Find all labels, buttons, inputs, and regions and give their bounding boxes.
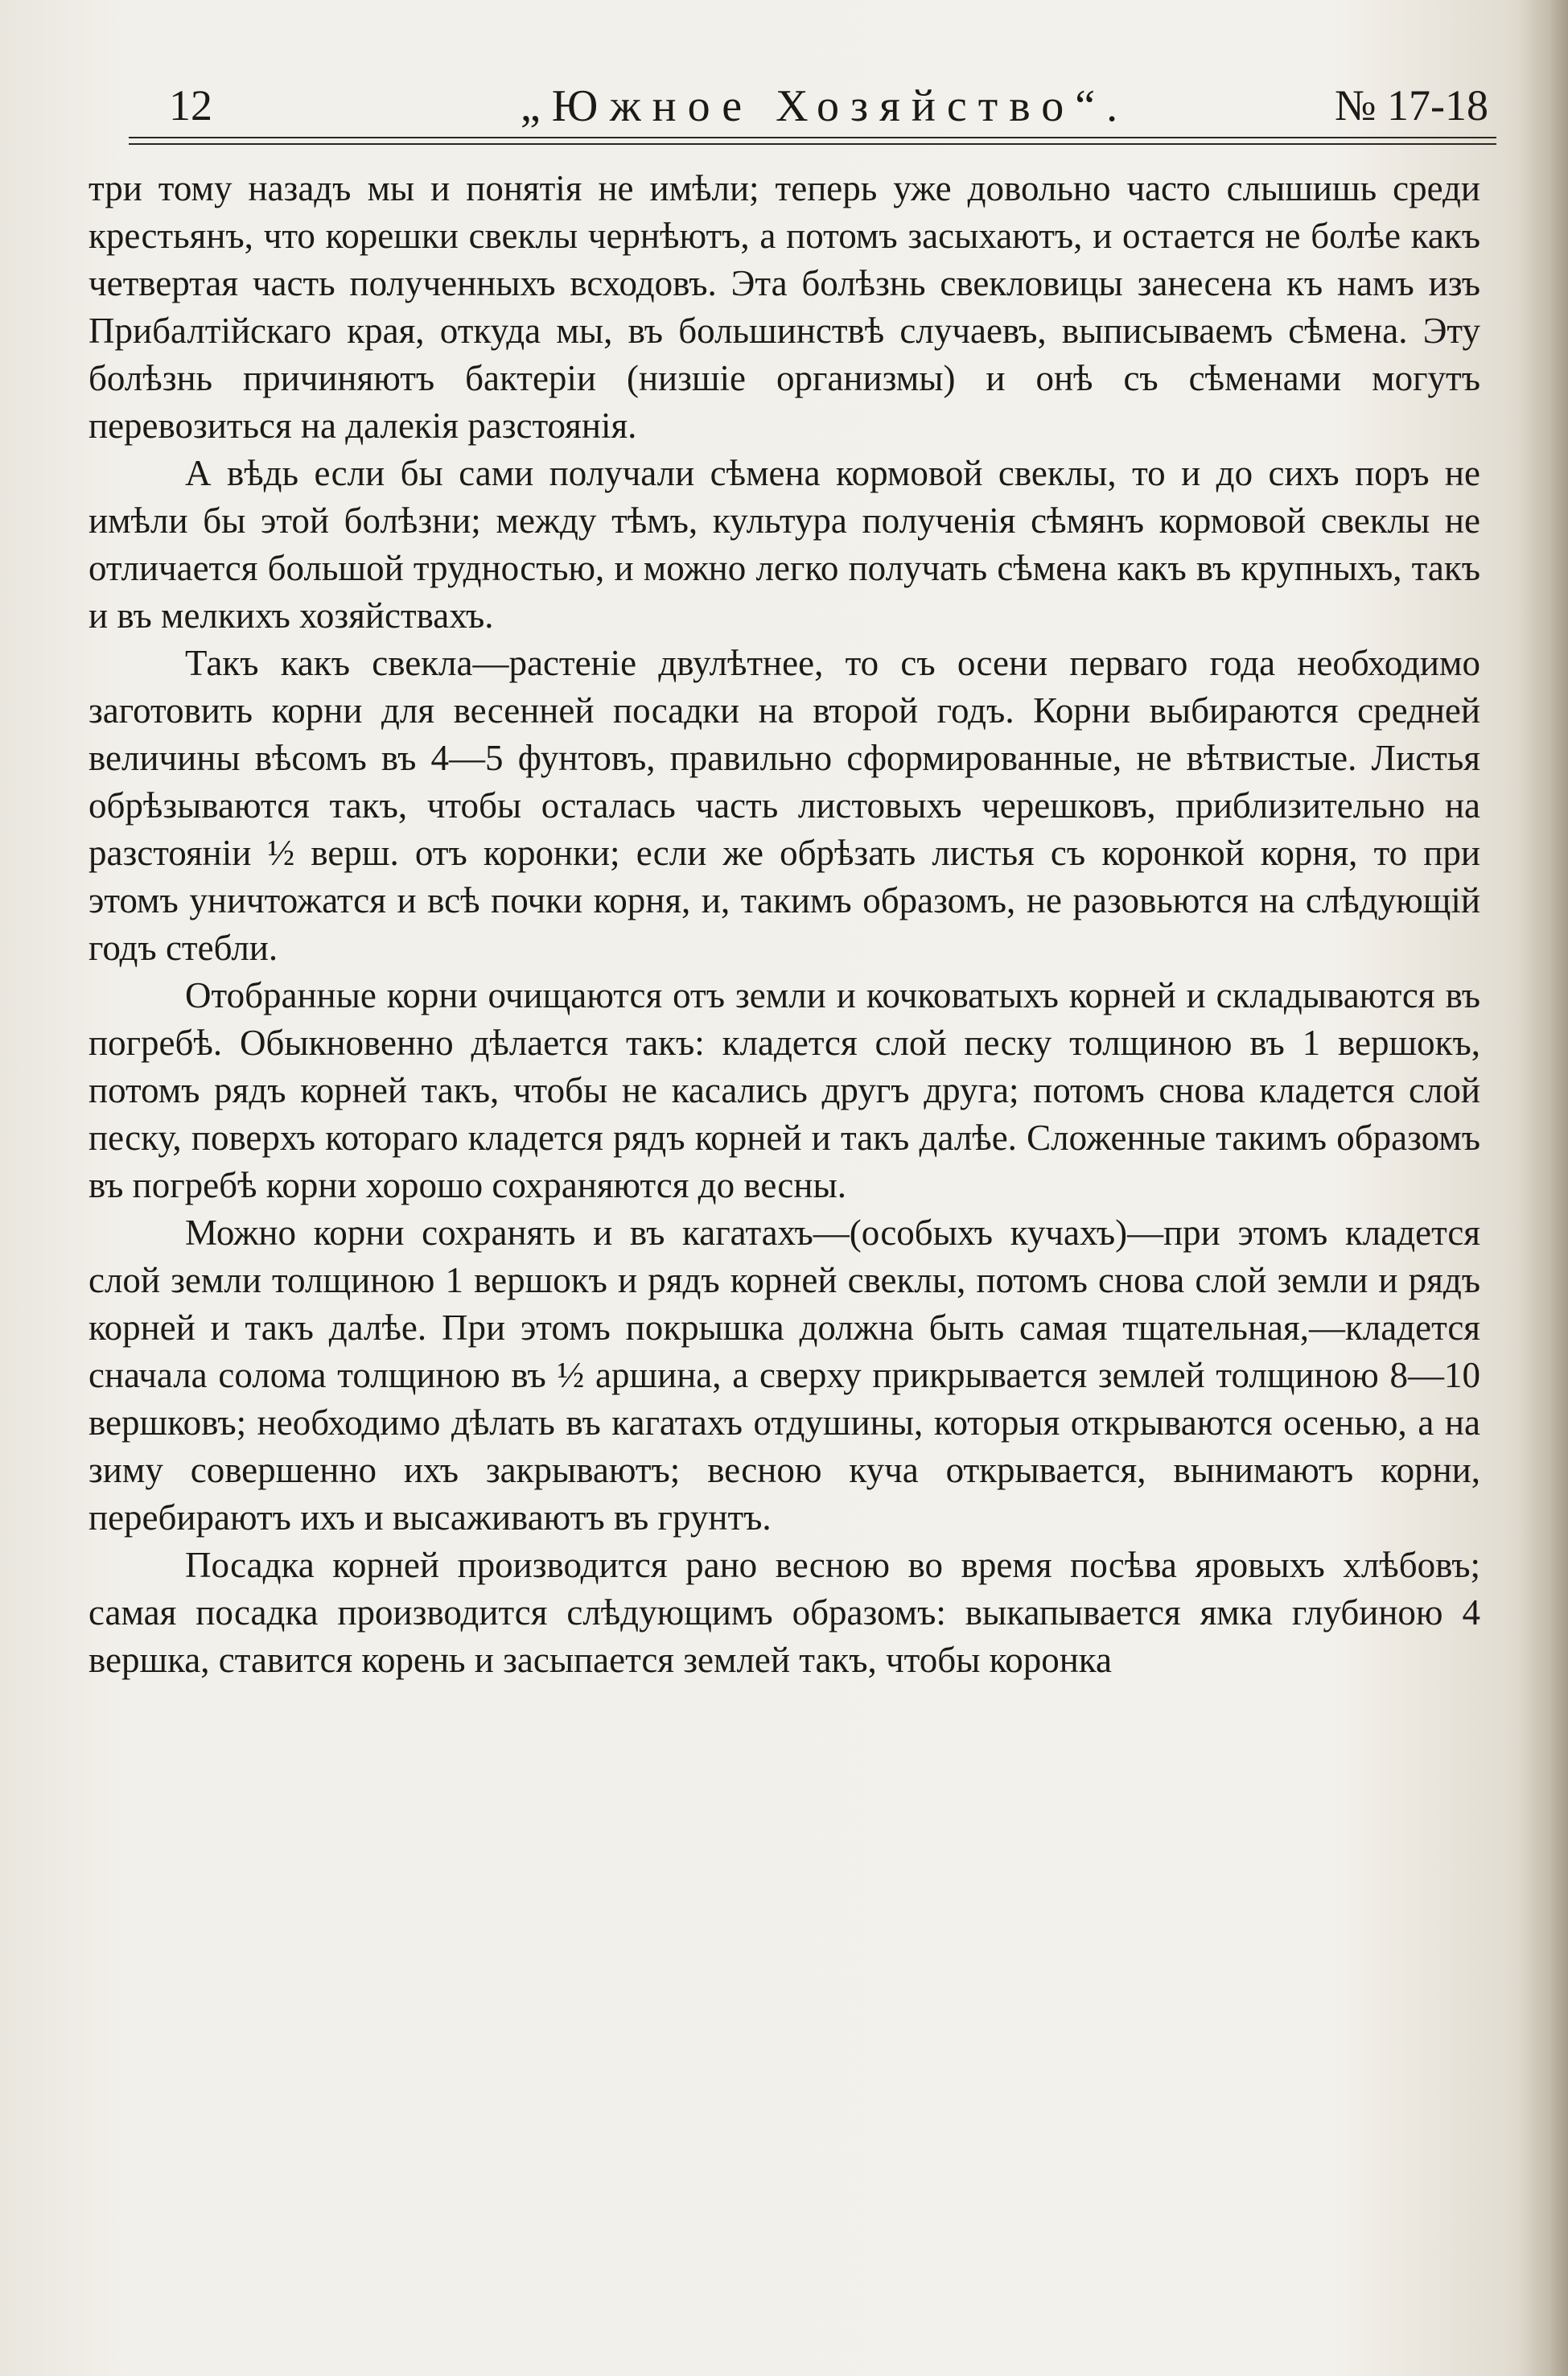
- paragraph: Посадка корней производится рано весною во время посѣва яровыхъ хлѣбовъ; самая посадка производится слѣдующимъ образомъ: выкапывается ямка глубиною 4 вершка, ставится корень и засыпается землей такъ, чтобы коронка: [88, 1545, 1480, 1680]
- issue-number: № 17-18: [1334, 81, 1488, 130]
- header-rule-top: [129, 137, 1496, 138]
- paragraph: Такъ какъ свекла—растеніе двулѣтнее, то съ осени перваго года необходимо заготовить корни для весенней посадки на второй годъ. Корни выбираются средней величины вѣсомъ въ 4—5 фунтовъ, правильно сформированные, не вѣтвистые. Листья обрѣзываются такъ, чтобы осталась часть листовыхъ черешковъ, приблизительно на разстояніи ½ верш. отъ коронки; если же обрѣзать листья съ коронкой корня, то при этомъ уничтожатся и всѣ почки корня, и, такимъ образомъ, не разовьются на слѣдующій годъ стебли.: [88, 643, 1480, 968]
- article-body: [88, 165, 1480, 1684]
- header-rule-bottom: [129, 143, 1496, 145]
- paragraph: Отобранные корни очищаются отъ земли и кочковатыхъ корней и складываются въ погребѣ. Обыкновенно дѣлается такъ: кладется слой песку толщиною въ 1 вершокъ, потомъ рядъ корней такъ, чтобы не касались другъ друга; потомъ снова кладется слой песку, поверхъ котораго кладется рядъ корней и такъ далѣе. Сложенные такимъ образомъ въ погребѣ корни хорошо сохраняются до весны.: [88, 975, 1480, 1205]
- running-header: [161, 80, 1488, 137]
- page-spine-shadow: [1520, 0, 1568, 2376]
- paragraph: три тому назадъ мы и понятія не имѣли; теперь уже довольно часто слышишь среди крестьянъ, что корешки свеклы чернѣютъ, а потомъ засыхаютъ, и остается не болѣе какъ четвертая часть полученныхъ всходовъ. Эта болѣзнь свекловицы занесена къ намъ изъ Прибалтійскаго края, откуда мы, въ большинствѣ случаевъ, выписываемъ сѣмена. Эту болѣзнь причиняютъ бактеріи (низшіе организмы) и онѣ съ сѣменами могутъ перевозиться на далекія разстоянія.: [88, 168, 1480, 446]
- paragraph: А вѣдь если бы сами получали сѣмена кормовой свеклы, то и до сихъ поръ не имѣли бы этой болѣзни; между тѣмъ, культура полученія сѣмянъ кормовой свеклы не отличается большой трудностью, и можно легко получать сѣмена какъ въ крупныхъ, такъ и въ мелкихъ хозяйствахъ.: [88, 453, 1480, 636]
- journal-title: „Южное Хозяйство“.: [520, 81, 1130, 131]
- page-number: 12: [169, 81, 212, 130]
- paragraph: Можно корни сохранять и въ кагатахъ—(особыхъ кучахъ)—при этомъ кладется слой земли толщиною 1 вершокъ и рядъ корней свеклы, потомъ снова слой земли и рядъ корней и такъ далѣе. При этомъ покрышка должна быть самая тщательная,—кладется сначала солома толщиною въ ½ аршина, а сверху прикрывается землей толщиною 8—10 вершковъ; необходимо дѣлать въ кагатахъ отдушины, которыя открываются осенью, а на зиму совершенно ихъ закрываютъ; весною куча открывается, вынимаютъ корни, перебираютъ ихъ и высаживаютъ въ грунтъ.: [88, 1213, 1480, 1538]
